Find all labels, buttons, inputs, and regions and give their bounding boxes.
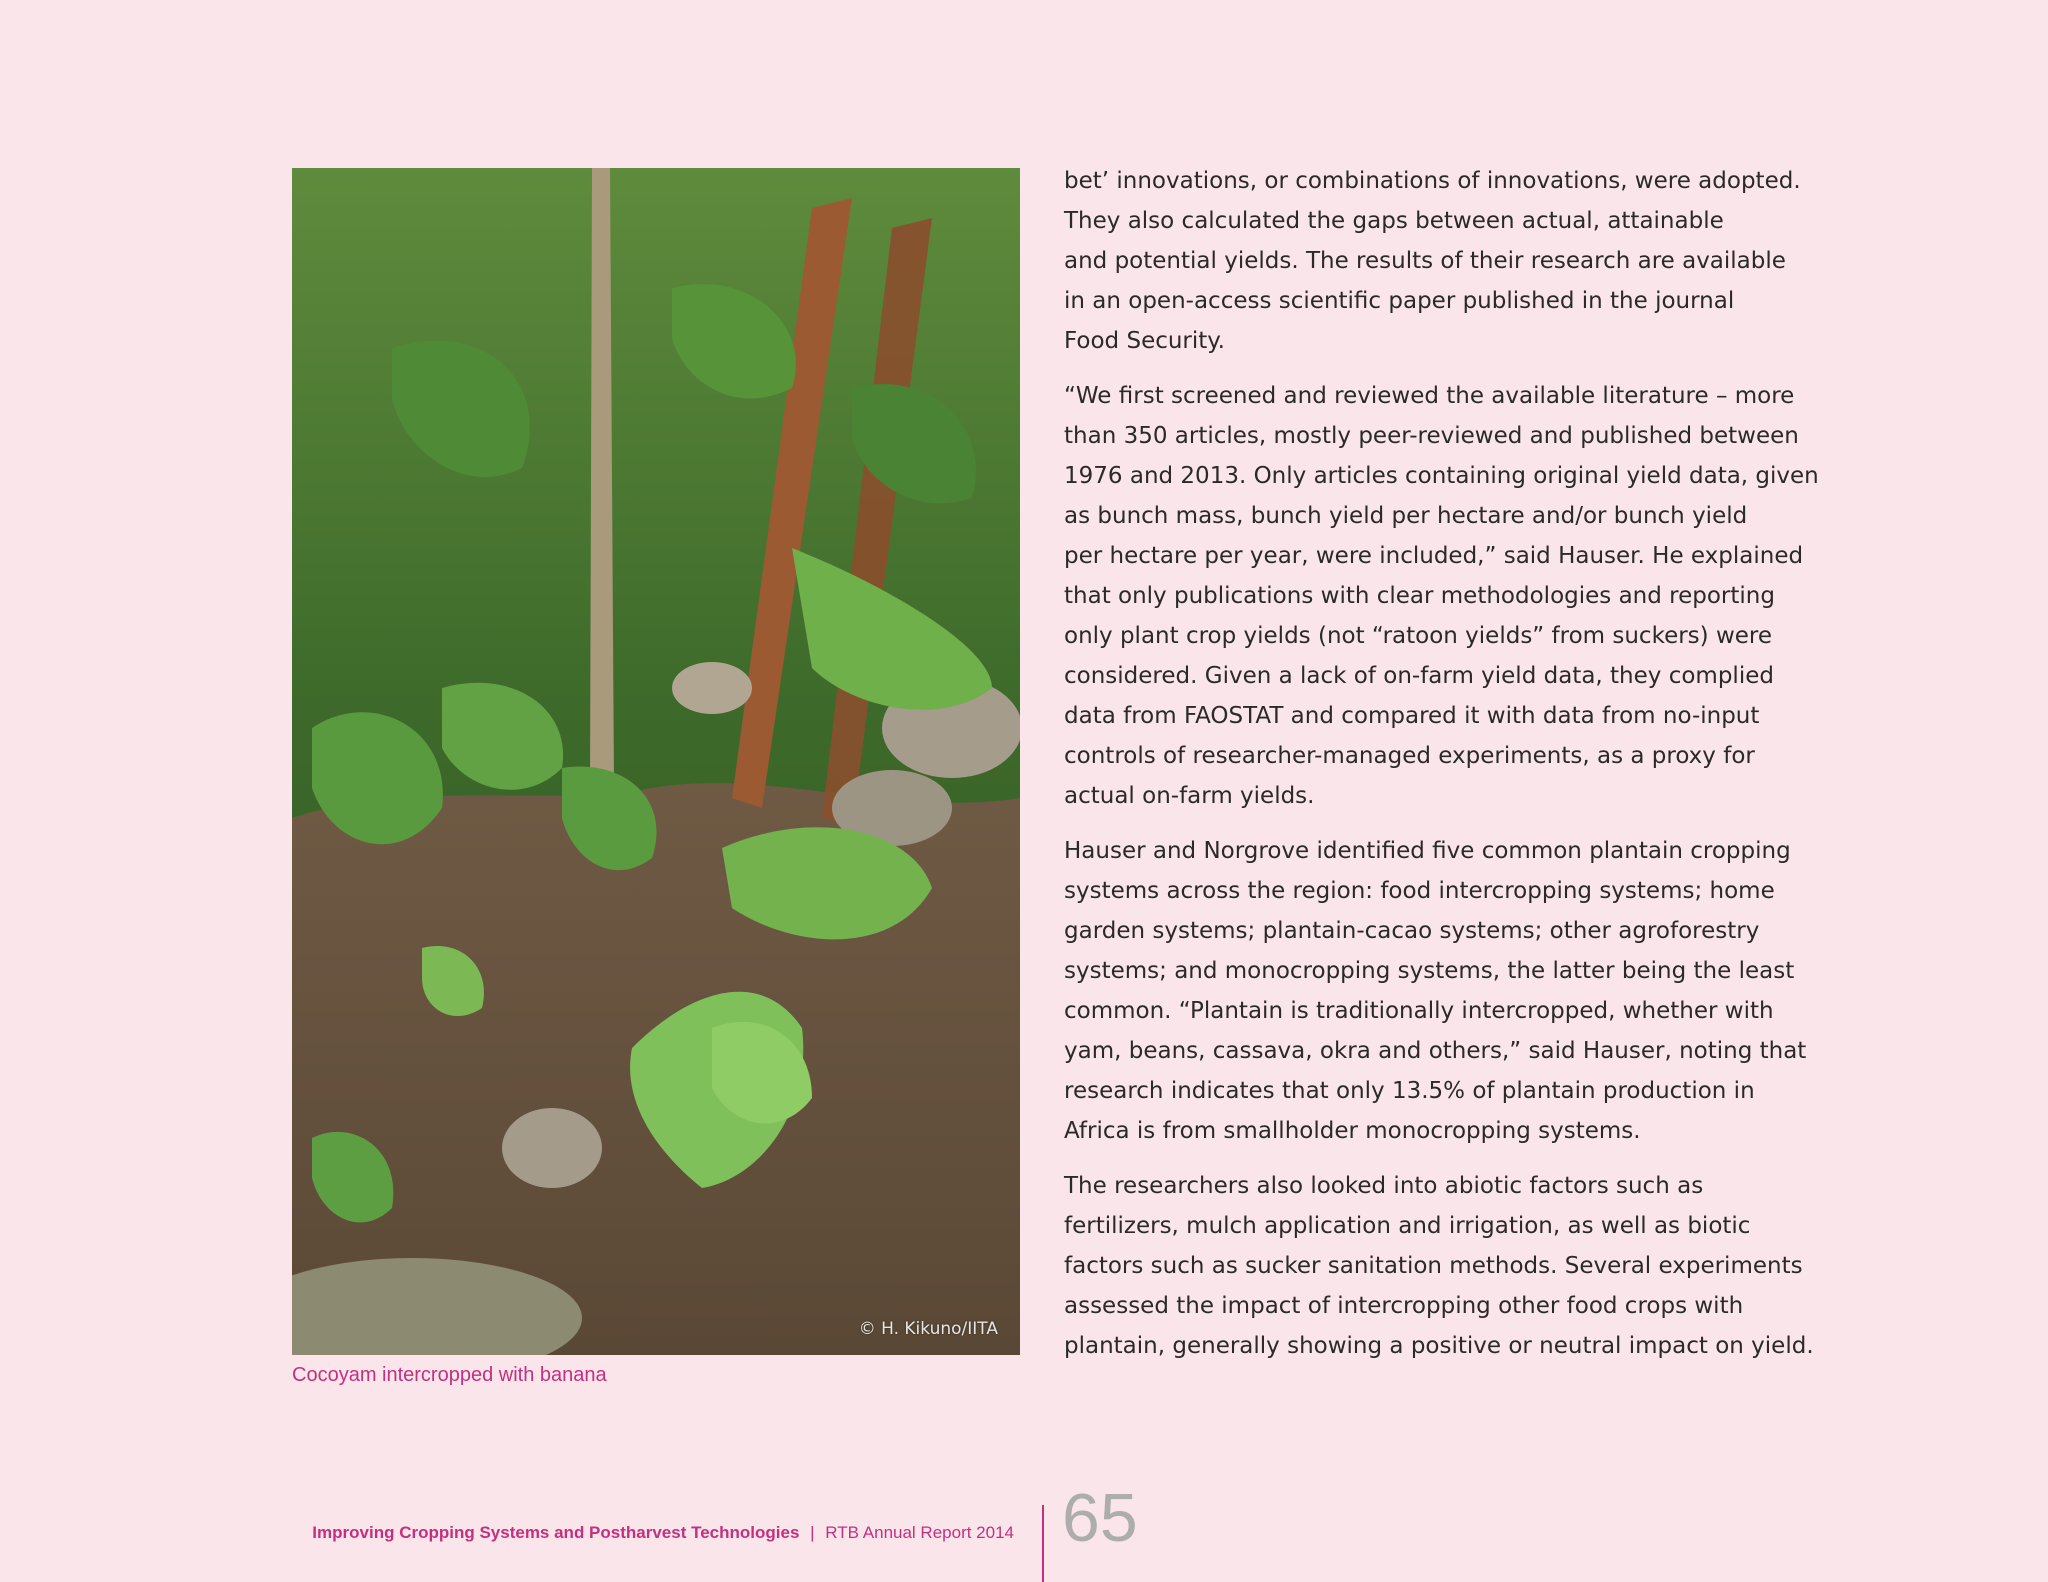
footer-vertical-rule: [1042, 1505, 1044, 1582]
text-line: data from FAOSTAT and compared it with data from no-input: [1064, 703, 1760, 729]
article-body: [1064, 161, 1819, 1381]
text-line: Food Security.: [1064, 328, 1225, 354]
text-line: The researchers also looked into abiotic factors such as: [1064, 1173, 1704, 1199]
running-footer: [0, 1523, 1014, 1543]
photo-credit: © H. Kikuno/IITA: [858, 1319, 998, 1339]
text-line: that only publications with clear methodologies and reporting: [1064, 583, 1775, 609]
paragraph-3: [1064, 831, 1807, 1151]
footer-report-name: RTB Annual Report 2014: [825, 1523, 1014, 1542]
text-line: research indicates that only 13.5% of plantain production in: [1064, 1078, 1755, 1104]
text-line: yam, beans, cassava, okra and others,” said Hauser, noting that: [1064, 1038, 1807, 1064]
text-line: bet’ innovations, or combinations of innovations, were adopted.: [1064, 168, 1801, 194]
text-line: controls of researcher-managed experiments, as a proxy for: [1064, 743, 1755, 769]
text-line: systems across the region: food intercropping systems; home: [1064, 878, 1775, 904]
text-line: systems; and monocropping systems, the latter being the least: [1064, 958, 1795, 984]
paragraph-4: [1064, 1166, 1814, 1366]
text-line: considered. Given a lack of on-farm yield data, they complied: [1064, 663, 1774, 689]
text-line: common. “Plantain is traditionally intercropped, whether with: [1064, 998, 1774, 1024]
paragraph-2: [1064, 376, 1819, 816]
text-line: factors such as sucker sanitation methods. Several experiments: [1064, 1253, 1803, 1279]
text-line: Hauser and Norgrove identified five common plantain cropping: [1064, 838, 1791, 864]
text-line: Africa is from smallholder monocropping systems.: [1064, 1118, 1641, 1144]
text-line: They also calculated the gaps between actual, attainable: [1064, 208, 1724, 234]
text-line: garden systems; plantain-cacao systems; other agroforestry: [1064, 918, 1760, 944]
text-line: only plant crop yields (not “ratoon yields” from suckers) were: [1064, 623, 1773, 649]
text-line: than 350 articles, mostly peer-reviewed and published between: [1064, 423, 1799, 449]
paragraph-1: [1064, 161, 1804, 361]
photo-cocoyam-banana: [292, 168, 1020, 1355]
text-line: plantain, generally showing a positive or neutral impact on yield.: [1064, 1333, 1814, 1359]
page-number: 65: [1062, 1480, 1138, 1556]
text-line: and potential yields. The results of their research are available: [1064, 248, 1786, 274]
photo-caption: Cocoyam intercropped with banana: [292, 1364, 607, 1386]
footer-section-title: Improving Cropping Systems and Postharvest Technologies: [312, 1523, 800, 1542]
text-line: as bunch mass, bunch yield per hectare and/or bunch yield: [1064, 503, 1748, 529]
text-line: in an open-access scientific paper published in the journal: [1064, 288, 1735, 314]
text-line: actual on-farm yields.: [1064, 783, 1315, 809]
footer-divider: |: [810, 1523, 815, 1542]
text-line: 1976 and 2013. Only articles containing original yield data, given: [1064, 463, 1819, 489]
text-line: fertilizers, mulch application and irrigation, as well as biotic: [1064, 1213, 1751, 1239]
text-line: per hectare per year, were included,” said Hauser. He explained: [1064, 543, 1804, 569]
text-line: assessed the impact of intercropping other food crops with: [1064, 1293, 1744, 1319]
text-line: “We first screened and reviewed the available literature – more: [1064, 383, 1795, 409]
